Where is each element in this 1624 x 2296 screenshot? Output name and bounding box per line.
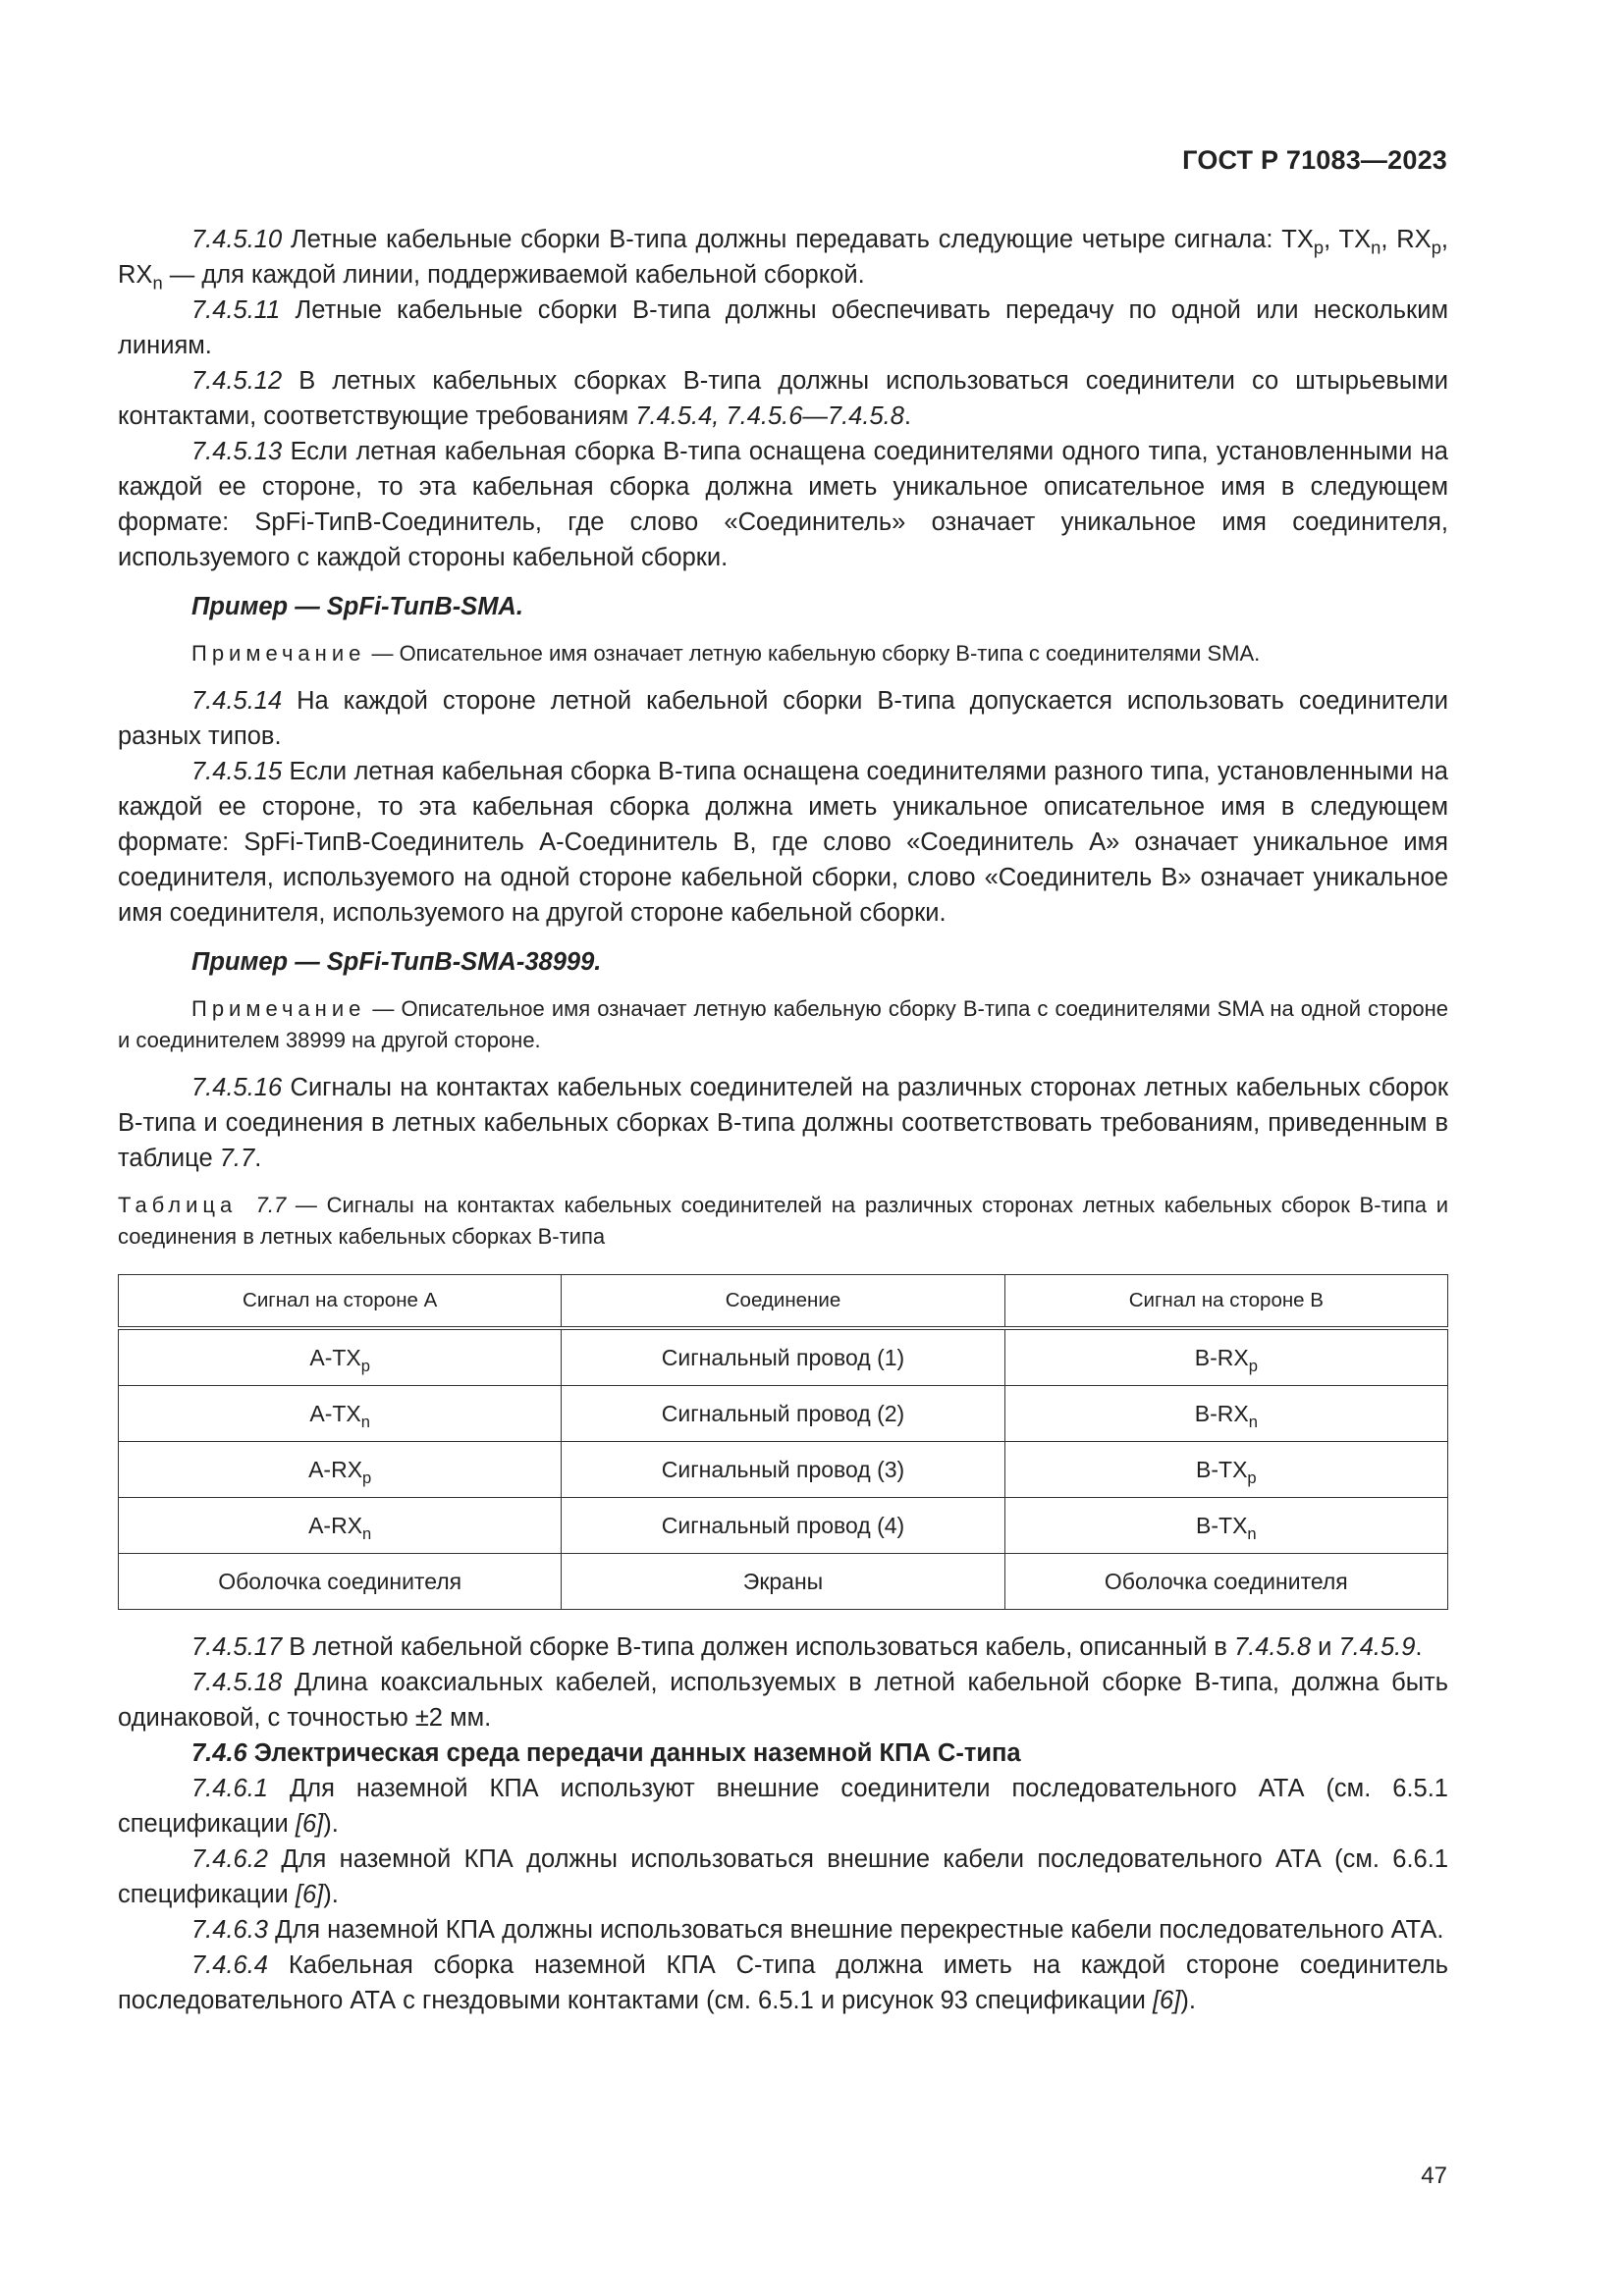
table-cell xyxy=(119,1442,562,1498)
bibliography-reference: [6] xyxy=(295,1881,324,1908)
note-label: Примечание xyxy=(191,641,366,666)
table-cell: Экраны xyxy=(562,1554,1004,1610)
table-row xyxy=(119,1442,1448,1498)
clause-number: 7.4.5.16 xyxy=(191,1074,283,1101)
table-caption xyxy=(118,1190,1448,1253)
table-cell xyxy=(1004,1498,1447,1554)
paragraph-7-4-6-4 xyxy=(118,1948,1448,2018)
subscript: p xyxy=(360,1356,370,1375)
cell-text: B-RX xyxy=(1194,1401,1249,1426)
clause-number: 7.4.5.13 xyxy=(191,438,283,465)
signals-table xyxy=(118,1274,1448,1610)
paragraph-7-4-5-13 xyxy=(118,434,1448,575)
paragraph-text: — для каждой линии, поддерживаемой кабельной сборкой. xyxy=(162,261,865,289)
bibliography-reference: [6] xyxy=(1152,1987,1181,2014)
paragraph-text: Летные кабельные сборки В-типа должны передавать следующие четыре сигнала: TX xyxy=(282,226,1314,253)
clause-number: 7.4.6.1 xyxy=(191,1775,268,1802)
note-2 xyxy=(118,993,1448,1056)
cell-text: A-RX xyxy=(308,1513,363,1538)
clause-number: 7.4.5.15 xyxy=(191,758,283,785)
paragraph-text: . xyxy=(254,1145,262,1172)
paragraph-7-4-5-15 xyxy=(118,754,1448,931)
paragraph-7-4-6-3 xyxy=(118,1912,1448,1948)
subscript: p xyxy=(362,1468,372,1487)
paragraph-text: . xyxy=(903,402,911,430)
table-row xyxy=(119,1498,1448,1554)
subscript: p xyxy=(1313,237,1325,258)
paragraph-text: Сигналы на контактах кабельных соединителей на различных сторонах летных кабельных сборок В-типа и соединения в летных кабельных сборках В-типа должны соответствовать требованиям, приведенным в таблице xyxy=(118,1074,1448,1172)
note-text: — Описательное имя означает летную кабельную сборку В-типа с соединителями SMA. xyxy=(365,641,1261,666)
paragraph-text: ). xyxy=(1180,1987,1196,2014)
table-cell xyxy=(1004,1386,1447,1442)
clause-number: 7.4.5.11 xyxy=(191,296,281,324)
paragraph-text: и xyxy=(1311,1633,1339,1661)
paragraph-text: Если летная кабельная сборка В-типа оснащена соединителями одного типа, установленными на каждой ее стороне, то эта кабельная сборка должна иметь уникальное описательное имя в следующем формате: SpFi-ТипВ-Соединитель, где слово «Соединитель» означает уникальное имя соединителя, используемого с каждой стороны кабельной сборки. xyxy=(118,438,1448,571)
column-header: Соединение xyxy=(562,1275,1004,1329)
subscript: n xyxy=(362,1523,372,1543)
paragraph-text: В летных кабельных сборках В-типа должны использоваться соединители со штырьевыми контактами, соответствующие требованиям xyxy=(118,367,1448,430)
paragraph-text: ). xyxy=(323,1881,339,1908)
table-row xyxy=(119,1554,1448,1610)
cell-text: A-RX xyxy=(308,1457,363,1482)
subscript: n xyxy=(1247,1523,1257,1543)
paragraph-text: , RX xyxy=(118,226,1449,289)
example-1: Пример — SpFi-ТипВ-SMA. xyxy=(191,593,523,620)
table-cell: Сигнальный провод (1) xyxy=(562,1328,1004,1386)
paragraph-text: В летной кабельной сборке В-типа должен использоваться кабель, описанный в xyxy=(282,1633,1235,1661)
cross-reference: 7.4.5.9 xyxy=(1338,1633,1416,1661)
paragraph-text: Летные кабельные сборки В-типа должны обеспечивать передачу по одной или нескольким линиям. xyxy=(118,296,1448,359)
paragraph-7-4-5-14 xyxy=(118,683,1448,754)
paragraph-text: , RX xyxy=(1380,226,1432,253)
note-text: — Описательное имя означает летную кабельную сборку В-типа с соединителями SMA на одной стороне и соединителем 38999 на другой стороне. xyxy=(118,996,1448,1052)
table-cell: Сигнальный провод (4) xyxy=(562,1498,1004,1554)
cell-text: B-TX xyxy=(1196,1457,1248,1482)
table-number: 7.7 xyxy=(255,1193,287,1217)
paragraph-7-4-5-12 xyxy=(118,363,1448,434)
paragraph-text: Кабельная сборка наземной КПА С-типа должна иметь на каждой стороне соединитель последовательного АТА с гнездовыми контактами (см. 6.5.1 и рисунок 93 спецификации xyxy=(118,1951,1448,2014)
cross-reference: 7.4.5.4, 7.4.5.6—7.4.5.8 xyxy=(635,402,904,430)
note-label: Примечание xyxy=(191,996,366,1021)
subscript: n xyxy=(1371,237,1381,258)
subscript: n xyxy=(360,1412,370,1431)
table-cell: Сигнальный провод (2) xyxy=(562,1386,1004,1442)
clause-number: 7.4.6.2 xyxy=(191,1845,268,1873)
paragraph-text: . xyxy=(1415,1633,1423,1661)
table-label: Таблица xyxy=(118,1193,238,1217)
paragraph-text: Для наземной КПА должны использоваться внешние перекрестные кабели последовательного АТА. xyxy=(267,1916,1444,1944)
table-header-row xyxy=(119,1275,1448,1329)
bibliography-reference: [6] xyxy=(295,1810,324,1838)
section-title: Электрическая среда передачи данных наземной КПА С-типа xyxy=(246,1739,1021,1767)
paragraph-7-4-5-16 xyxy=(118,1070,1448,1176)
paragraph-text: Длина коаксиальных кабелей, используемых в летной кабельной сборке В-типа, должна быть одинаковой, с точностью ±2 мм. xyxy=(118,1669,1448,1732)
table-row xyxy=(119,1386,1448,1442)
paragraph-text: Для наземной КПА используют внешние соединители последовательного АТА (см. 6.5.1 спецификации xyxy=(118,1775,1448,1838)
table-cell: Оболочка соединителя xyxy=(119,1554,562,1610)
paragraph-text: Если летная кабельная сборка В-типа оснащена соединителями разного типа, установленными на каждой ее стороне, то эта кабельная сборка должна иметь уникальное описательное имя в следующем формате: SpFi-ТипВ-Соединитель А-Соединитель В, где слово «Соединитель А» означает уникальное имя соединителя, используемого на одной стороне кабельной сборки, слово «Соединитель В» означает уникальное имя соединителя, используемого на другой стороне кабельной сборки. xyxy=(118,758,1448,927)
clause-number: 7.4.6.3 xyxy=(191,1916,268,1944)
document-header: ГОСТ Р 71083—2023 xyxy=(1182,145,1447,175)
subscript: p xyxy=(1248,1356,1258,1375)
paragraph-text: , TX xyxy=(1324,226,1372,253)
subscript: p xyxy=(1247,1468,1257,1487)
table-cell: Оболочка соединителя xyxy=(1004,1554,1447,1610)
paragraph-text: ). xyxy=(323,1810,339,1838)
clause-number: 7.4.6.4 xyxy=(191,1951,268,1979)
cell-text: B-RX xyxy=(1194,1345,1249,1370)
cell-text: A-TX xyxy=(309,1345,361,1370)
table-cell xyxy=(1004,1328,1447,1386)
clause-number: 7.4.5.17 xyxy=(191,1633,283,1661)
cross-reference: 7.4.5.8 xyxy=(1234,1633,1312,1661)
page-content xyxy=(118,222,1448,2018)
clause-number: 7.4.5.18 xyxy=(191,1669,283,1696)
column-header: Сигнал на стороне А xyxy=(119,1275,562,1329)
table-cell xyxy=(1004,1442,1447,1498)
subscript: p xyxy=(1431,237,1441,258)
table-cell xyxy=(119,1498,562,1554)
paragraph-7-4-5-11 xyxy=(118,293,1448,363)
subscript: n xyxy=(1248,1412,1258,1431)
section-number: 7.4.6 xyxy=(191,1739,247,1767)
paragraph-text: На каждой стороне летной кабельной сборки В-типа допускается использовать соединители разных типов. xyxy=(118,687,1448,750)
paragraph-7-4-6-2 xyxy=(118,1842,1448,1912)
paragraph-7-4-5-10 xyxy=(118,222,1448,293)
table-cell: Сигнальный провод (3) xyxy=(562,1442,1004,1498)
example-2: Пример — SpFi-ТипВ-SMA-38999. xyxy=(191,948,602,976)
page-number: 47 xyxy=(1421,2163,1447,2189)
paragraph-7-4-6-1 xyxy=(118,1771,1448,1842)
subscript: n xyxy=(152,272,163,294)
paragraph-text: Для наземной КПА должны использоваться внешние кабели последовательного АТА (см. 6.6.1 спецификации xyxy=(118,1845,1448,1908)
section-heading-7-4-6 xyxy=(118,1735,1448,1771)
paragraph-7-4-5-17 xyxy=(118,1629,1448,1665)
table-caption-text: — Сигналы на контактах кабельных соединителей на различных сторонах летных кабельных сборок В-типа и соединения в летных кабельных сборках В-типа xyxy=(118,1193,1448,1249)
cross-reference: 7.7 xyxy=(219,1145,255,1172)
table-row xyxy=(119,1328,1448,1386)
column-header: Сигнал на стороне В xyxy=(1004,1275,1447,1329)
clause-number: 7.4.5.14 xyxy=(191,687,283,715)
clause-number: 7.4.5.12 xyxy=(191,367,283,395)
cell-text: B-TX xyxy=(1196,1513,1248,1538)
cell-text: A-TX xyxy=(309,1401,361,1426)
clause-number: 7.4.5.10 xyxy=(191,226,283,253)
paragraph-7-4-5-18 xyxy=(118,1665,1448,1735)
table-cell xyxy=(119,1386,562,1442)
table-cell xyxy=(119,1328,562,1386)
note-1 xyxy=(118,638,1448,669)
